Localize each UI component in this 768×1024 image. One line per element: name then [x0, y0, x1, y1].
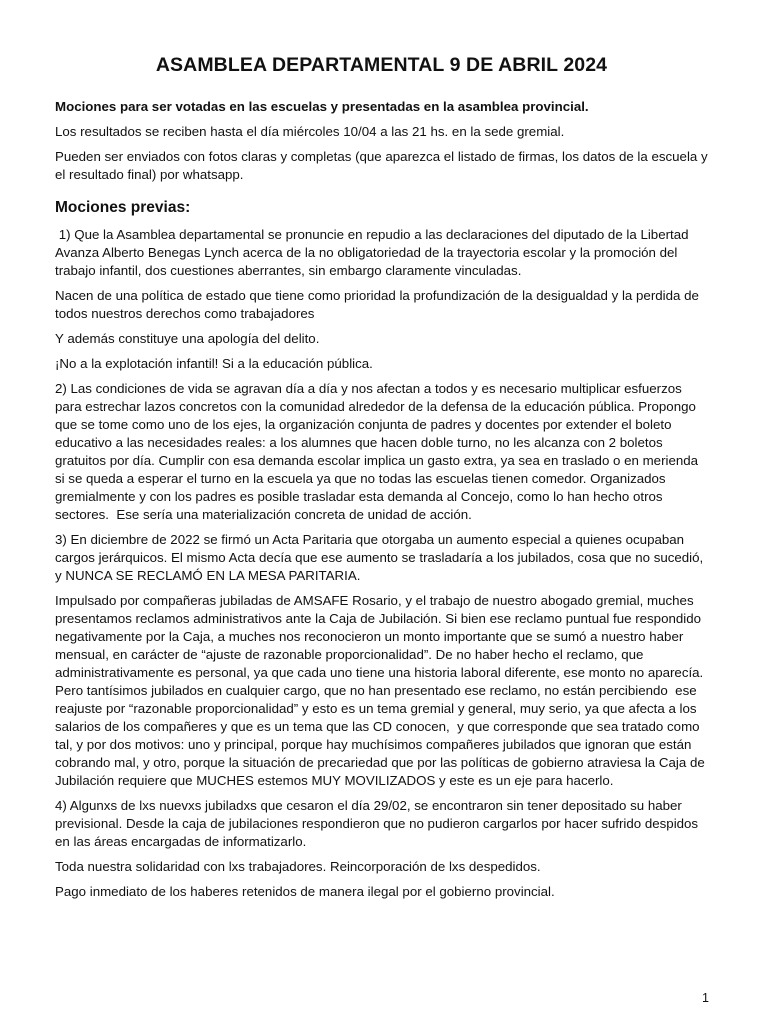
motion-1-paragraph: 1) Que la Asamblea departamental se pronuncie en repudio a las declaraciones del diputado de la Libertad Avanza Alberto Benegas Lynch acerca de la no obligatoriedad de la trayectoria escolar y la promoción del trabajo infantil, dos cuestiones aberrantes, sin embargo claramente vinculadas. — [55, 227, 692, 278]
page-number: 1 — [702, 991, 709, 1005]
motion-4-paragraph: 4) Algunxs de lxs nuevxs jubiladxs que cesaron el día 29/02, se encontraron sin tener depositado su haber previsional. Desde la caja de jubilaciones respondieron que no pudieron cargarlos por hacer sufrido despidos en las áreas encargadas de informatizarlo. — [55, 798, 699, 849]
section-heading-mociones-previas: Mociones previas: — [55, 199, 191, 216]
intro-results-deadline: Los resultados se reciben hasta el día miércoles 10/04 a las 21 hs. en la sede gremial. — [55, 124, 565, 139]
document-title: ASAMBLEA DEPARTAMENTAL 9 DE ABRIL 2024 — [155, 54, 608, 76]
motion-1-apology-line: Y además constituye una apología del delito. — [55, 331, 320, 346]
document-page — [55, 0, 708, 901]
intro-photo-instructions: Pueden ser enviados con fotos claras y completas (que aparezca el listado de firmas, los datos de la escuela y el resultado final) por whatsapp. — [55, 149, 708, 182]
motion-4-solidarity: Toda nuestra solidaridad con lxs trabajadores. Reincorporación de lxs despedidos. — [55, 859, 541, 874]
motion-2-paragraph: 2) Las condiciones de vida se agravan día a día y nos afectan a todos y es necesario multiplicar esfuerzos para estrechar lazos concretos con la comunidad alrededor de la defensa de la educación pública. Propongo que se tome como uno de los ejes, la organización conjunta de padres y docentes por extender el boleto educativo a las necesidades reales: a los alumnes que hacen doble turno, no les alcanza con 2 boletos gratuitos por día. Cumplir con esa demanda escolar implica un gasto extra, ya sea en traslado o en merienda si se queda a esperar el turno en la escuela ya que no todas las escuelas tienen comedor. Organizados gremialmente y con los padres es posible trasladar esta demanda al Concejo, como lo han hecho otros sectores. Ese sería una materialización concreta de unidad de acción. — [55, 381, 702, 522]
motion-4-payment-demand: Pago inmediato de los haberes retenidos de manera ilegal por el gobierno provincial. — [55, 884, 555, 899]
intro-motions-note: Mociones para ser votadas en las escuelas y presentadas en la asamblea provincial. — [55, 99, 589, 114]
motion-3-paragraph: 3) En diciembre de 2022 se firmó un Acta Paritaria que otorgaba un aumento especial a quienes ocupaban cargos jerárquicos. El mismo Acta decía que ese aumento se trasladaría a los jubilados, cosa que no sucedió, y NUNCA SE RECLAMÓ EN LA MESA PARITARIA. — [55, 532, 704, 583]
motion-3-continuation: Impulsado por compañeras jubiladas de AMSAFE Rosario, y el trabajo de nuestro abogado gremial, muches presentamos reclamos administrativos ante la Caja de Jubilación. Si bien ese reclamo puntual fue respondido negativamente por la Caja, a muches nos reconocieron un monto importante que se sumó a nuestro haber mensual, en carácter de “ajuste de razonable proporcionalidad”. De no haber hecho el reclamo, que administrativamente es personal, ya que cada uno tiene una historia laboral diferente, ese monto no aparecía. Pero tantísimos jubilados en cualquier cargo, que no han presentado ese reclamo, no están percibiendo ese reajuste por “razonable proporcionalidad” y esto es un tema gremial y general, muy serio, ya que afecta a los salarios de los compañeres y que es un tema que las CD conocen, y que corresponde que sea tratado como tal, y por dos motivos: uno y principal, porque hay muchísimos compañeres jubilados que ignoran que están cobrando mal, y otro, porque la situación de precariedad que por las políticas de gobierno atraviesa la Caja de Jubilación requiere que MUCHES estemos MUY MOVILIZADOS y este es un eje para hacerlo. — [55, 593, 709, 788]
motion-1-continuation: Nacen de una política de estado que tiene como prioridad la profundización de la desigualdad y la perdida de todos nuestros derechos como trabajadores — [55, 288, 699, 321]
motion-1-slogan: ¡No a la explotación infantil! Si a la educación pública. — [55, 356, 373, 371]
